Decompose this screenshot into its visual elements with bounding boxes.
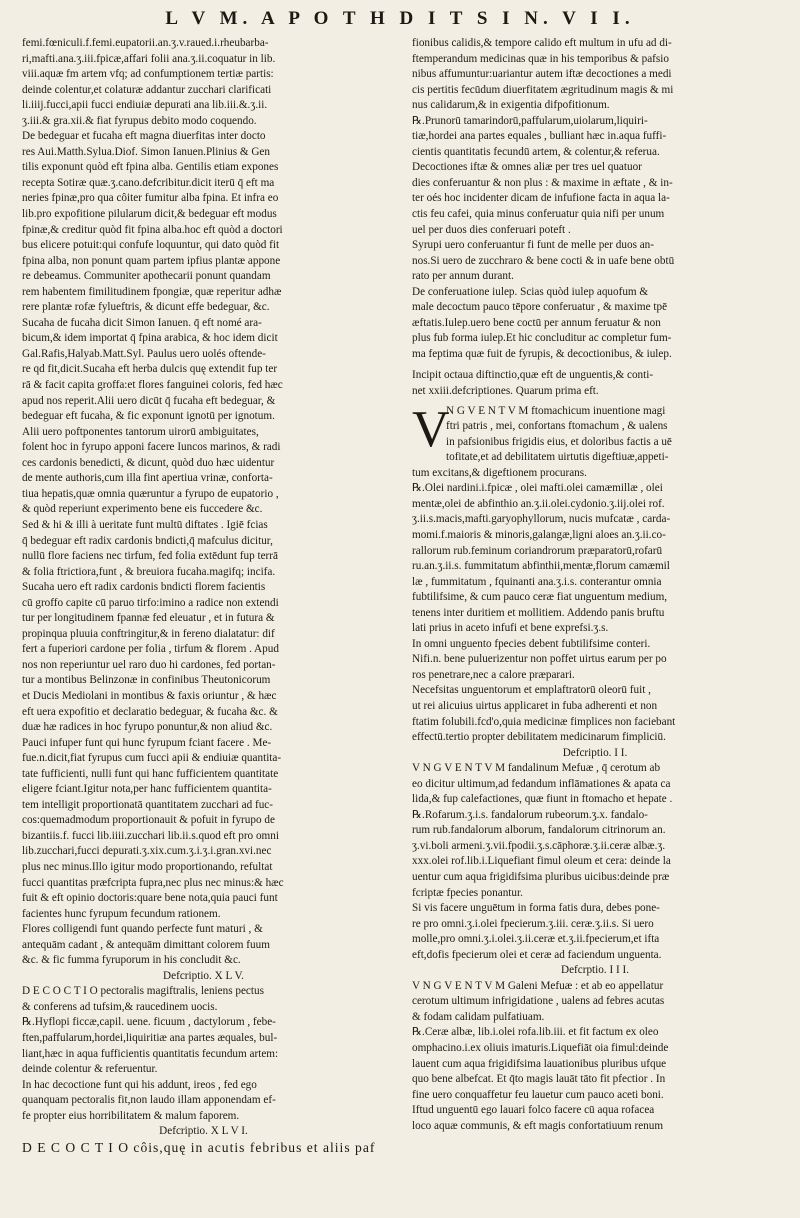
text-line: Incipit octaua diftinctio,quæ eft de unguentis,& conti-	[412, 369, 654, 382]
unguentum-stomachicum-paragraph	[412, 400, 778, 466]
text-line: ℞.Hyflopi ficcæ,capil. uene. ficuum , dactylorum , febe-	[22, 1016, 276, 1029]
text-line: rallorum rub.feminum coriandrorum præparatorū,rofarū	[412, 544, 663, 557]
text-line: neries fpinæ,pro qua côiter fumitur alba fpina. Et infra eo	[22, 192, 279, 205]
text-line: tur per longitudinem fpannæ fed eleuatur , et in futura &	[22, 612, 275, 625]
text-line: & conferens ad tufsim,& raucedinem uocis.	[22, 1000, 218, 1013]
text-line: rā & facit capita groffa:et flores fanguinei coloris, fed hæc	[22, 379, 283, 392]
text-line: nos.Si uero de zucchraro & bene cocti & in uafe bene obtū	[412, 254, 675, 267]
text-line: ftemperandum medicinas quæ in his temporibus & pafsio	[412, 52, 669, 65]
text-line: de mente authoris,cum illa fint apertiua vrinæ, conforta-	[22, 472, 273, 485]
text-line: plus nec minus.Illo igitur modo proportionando, refultat	[22, 860, 273, 873]
text-line: In hac decoctione funt qui his addunt, ireos , fed ego	[22, 1078, 257, 1091]
text-line: fuit & eft opinio doctoris:quare bene nota,quia pauci funt	[22, 892, 278, 905]
text-line: nus calidarum,& in exigentia difpofitionum.	[412, 99, 610, 112]
text-line: ℞.Prunorū tamarindorū,paffularum,uiolarum,liquiri-	[412, 114, 648, 127]
text-line: fubtilifsime, & cum pauco ceræ fiat unguentum medium,	[412, 591, 668, 604]
text-line: ros penetrare,nec a calore præparari.	[412, 668, 575, 681]
text-line: tiua hepatis,quæ omnia quæruntur a fyrupo de eupatorio ,	[22, 487, 279, 500]
text-line: rum rub.fandalorum alborum, fandalorum citrinorum an.	[412, 824, 666, 837]
text-line: eo dicitur ultimum,ad fedandum inflāmationes & apata ca	[412, 777, 671, 790]
text-line: Sucaha uero eft radix cardonis bndicti florem facientis	[22, 581, 266, 594]
text-line: plus fub forma iulep.Et hic concluditur ac completur fum-	[412, 332, 672, 345]
text-line: rere plantæ rofæ fylueftris, & dicunt effe bedeguar, &c.	[22, 301, 270, 314]
text-line: effectū.tertio propter debilitatem medicinarum fimpliciū.	[412, 731, 666, 744]
section-heading-xlv: Defcriptio. X L V.	[163, 969, 244, 982]
text-line: net xxiii.defcriptiones. Quarum prima eft.	[412, 385, 599, 398]
text-line: D E C O C T I O pectoralis magiftralis, leniens pectus	[22, 985, 264, 998]
section-heading-xlvi: Defcriptio. X L V I.	[159, 1125, 248, 1138]
section-heading-iii: Defcrptio. I I I.	[560, 964, 630, 977]
text-line: ʒ.iii.& gra.xii.& fiat fyrupus debito modo coquendo.	[22, 114, 257, 127]
text-line: ften,paffularum,hordei,liquiritiæ ana partes æquales, bul-	[22, 1032, 278, 1044]
text-line: tofitate,et ad debilitatem uirtutis digeftiuæ,appeti-	[446, 451, 669, 464]
text-line: uentur cum aqua frigidifsima pluribus uicibus:deinde præ	[412, 870, 670, 883]
text-line: æftatis.Iulep.uero bene coctū per annum feruatur & non	[412, 316, 661, 329]
text-line: V N G V E N T V M fandalinum Mefuæ , q̄ cerotum ab	[412, 762, 661, 775]
text-line: ces cardonis benedicti, & dicunt, quòd duo hæc uidentur	[22, 456, 275, 469]
decoction-pectoralis-text	[22, 984, 385, 1124]
text-line: fpinæ,& creditur quòd fit fpina alba.hoc eft quòd a doctori	[22, 223, 283, 236]
text-line: ftatim folubili.fcd'o,quia medicinæ fimplices non faciebant	[412, 715, 676, 728]
text-line: tur a montibus Belinzonæ in confinibus Theutonicorum	[22, 674, 271, 687]
text-line: Si vis facere unguētum in forma fatis dura, debes pone-	[412, 902, 660, 915]
text-line: Decoctiones iftæ & omnes aliæ per tres uel quatuor	[412, 161, 642, 174]
unguentum-galeni-text	[412, 979, 778, 1134]
text-line: læ , fummitatum , fquinanti ana.ʒ.i.s. conterantur omnia	[412, 575, 662, 588]
text-line: ℞.Olei nardini.i.fpicæ , olei mafti.olei camæmillæ , olei	[412, 482, 663, 495]
text-line: eft uera expofitio et declaratio bedeguar, & fucaha &c. &	[22, 705, 278, 718]
text-line: tum excitans,& digeftionem procurans.	[412, 466, 587, 479]
text-line: loco aquæ communis, & eft magis confortatiuum renum	[412, 1119, 664, 1132]
left-body-text	[22, 36, 385, 969]
text-line: nullū flore faciens nec tirfum, fed folia extēdunt fup terrā	[22, 550, 278, 563]
text-line: folent hoc in fyrupo apponi facere Iuncos marinos, & radi	[22, 441, 281, 454]
text-line: bizantiis.f. fucci lib.iiii.zucchari lib.ii.s.quod eft pro omni	[22, 829, 279, 842]
text-line: Gal.Rafis,Halyab.Matt.Syl. Paulus uero uolés oftende-	[22, 347, 266, 360]
text-line: ʒ.ii.s.macis,mafti.garyophyllorum, nucis mufcatæ , carda-	[412, 513, 671, 526]
text-line: cerotum ultimum infrigidatione , ualens ad febres acutas	[412, 995, 665, 1008]
text-line: & folia ftrictiora,funt , & breuiora fucaha.magifq; incifa.	[22, 565, 276, 578]
text-line: eft,dofis fpecierum olei et ceræ ad faciendum unguenta.	[412, 948, 662, 961]
section-heading-ii: Defcriptio. I I.	[562, 746, 628, 759]
text-line: antequām cadant , & antequām dimittant colorem fuum	[22, 938, 270, 951]
text-line: tiæ,hordei ana partes equales , bulliant hæc in.aqua fuffi-	[412, 130, 667, 143]
text-line: cientis quantitatis fecundū artem, & colentur,& referua.	[412, 145, 660, 158]
left-column	[22, 36, 385, 1206]
text-line: xxx.olei rof.lib.i.Liquefiant fimul oleum et cera: deinde la	[412, 855, 671, 868]
decoction-communis-line: D E C O C T I O côis,quę in acutis febribus et aliis paf	[22, 1139, 376, 1155]
text-line: fine uero conquaffetur feu lauetur cum pauco aceti boni.	[412, 1088, 664, 1101]
text-line: re pro omni.ʒ.i.olei fpecierum.ʒ.iii. ceræ.ʒ.ii.s. Si uero	[412, 917, 654, 930]
text-line: cos:quemadmodum proportionauit & pofuit in fyrupo de	[22, 814, 275, 827]
text-line: ru.an.ʒ.ii.s. fummitatum abfinthii,mentæ,florum camæmil	[412, 560, 670, 573]
text-line: Flores colligendi funt quando perfecte funt maturi , &	[22, 923, 263, 936]
text-line: fe propter eius horribilitatem & malum faporem.	[22, 1109, 240, 1122]
text-line: nos non reperiuntur uel raro duo hi cardones, fed portan-	[22, 658, 276, 671]
text-line: tate fufficienti, nulli funt qui hanc fufficientem quantitate	[22, 767, 279, 780]
drop-cap-letter: V	[412, 400, 450, 458]
text-line: De conferuatione iulep. Scias quòd iulep aquofum &	[412, 285, 649, 298]
text-line: ʒ.vi.boli armeni.ʒ.vii.fpodii.ʒ.s.cāphoræ.ʒ.ii.ceræ albæ.ʒ.	[412, 839, 666, 852]
text-line: momi.f.maioris & minoris,galangæ,ligni aloes an.ʒ.ii.co-	[412, 528, 666, 541]
text-line: et Ducis Mediolani in montibus & faxis oriuntur , & hæc	[22, 689, 277, 702]
text-line: Necefsitas unguentorum et emplaftratorū oleorū fuit ,	[412, 684, 651, 697]
text-line: ter oés hoc incidenter dicam de infufione facta in aqua la-	[412, 192, 670, 205]
text-line: Syrupi uero conferuantur fi funt de melle per duos an-	[412, 239, 655, 252]
text-line: Nifi.n. bene puluerizentur non poffet uirtus earum per po	[412, 653, 667, 666]
text-line: quo bene albefcat. Et q̄to magis lauāt tāto fit pfectior . In	[412, 1073, 666, 1086]
text-line: Iftud unguentū ego lauari folco facere cū aqua rofacea	[412, 1104, 655, 1117]
text-line: tenens inter duritiem et mollitiem. Addendo panis bruftu	[412, 606, 665, 619]
text-line: eligere fciant.Igitur nota,per hanc fufficientem quantita-	[22, 783, 272, 796]
text-line: ℞.Ceræ albæ, lib.i.olei rofa.lib.iii. et fit factum ex oleo	[412, 1026, 659, 1039]
text-line: bicum,& idem importat q̄ fpina arabica, & hoc idem dicit	[22, 332, 278, 345]
text-line: fue.n.dicit,fiat fyrupus cum fucci apii & endiuiæ quantita-	[22, 752, 282, 765]
text-line: deinde colentur & referuentur.	[22, 1063, 158, 1076]
text-line: uel per duos dies conferuari poteft .	[412, 223, 571, 236]
text-line: V N G V E N T V M Galeni Mefuæ : et ab eo appellatur	[412, 979, 664, 992]
text-line: fcriptæ fpecies ponantur.	[412, 886, 523, 899]
text-line: ctis feu cafei, quia minus conferuatur quia nifi per unum	[412, 208, 665, 221]
text-line: &c. & fic fumma fyruporum in his concludit &c.	[22, 954, 241, 967]
text-line: re qd fit,dicit.Sucaha eft herba dulcis quę extendit fup ter	[22, 363, 278, 376]
text-line: li.iiij.fucci,apii fucci endiuiæ depurati ana lib.iii.&.ʒ.ii.	[22, 99, 268, 112]
right-column	[412, 36, 778, 1206]
text-line: lati prius in aceto infufi et bene exprefsi.ʒ.s.	[412, 622, 609, 635]
text-line: cū groffo capite cū paruo tirfo:imino a radice non extendi	[22, 596, 279, 609]
text-line: apud nos reperit.Alii uero dicūt q̄ fucaha eft bedeguar, &	[22, 394, 276, 407]
text-line: q̄ bedeguar eft radix cardonis bndicti,q̄ mafculus dicitur,	[22, 534, 273, 547]
text-line: duæ hæ radices in hoc fyrupo ponuntur,& non aliud &c.	[22, 721, 273, 734]
text-line: bus elicere potuit:qui confufe loquuntur, qui dato quòd fit	[22, 239, 280, 252]
text-line: fionibus calidis,& tempore calido eft multum in ufu ad di-	[412, 37, 672, 49]
text-line: male decoctum pauco tēpore conferuatur , & maxime tpē	[412, 301, 668, 314]
text-line: dies conferuantur & non plus : & maxime in æftate , & in-	[412, 176, 673, 189]
text-line: liant,hæc in aqua fufficientis quantitatis fecundum artem:	[22, 1047, 279, 1060]
text-line: De bedeguar et fucaha eft magna diuerfitas inter docto	[22, 130, 266, 143]
text-line: Pauci infuper funt qui hunc fyrupum fciant facere . Me-	[22, 736, 272, 749]
text-line: ftri patris , mei, confortans ftomachum , & ualens	[446, 420, 668, 433]
incipit-distinctio-octava	[412, 368, 778, 399]
text-line: fert a fuperiori cardone per folia , tirfum & florem . Apud	[22, 643, 279, 656]
text-line: re debeamus. Communiter apothecarii ponunt quandam	[22, 270, 271, 283]
unguentum-stomachicum-text	[412, 466, 778, 746]
text-line: recepta Sotiræ quæ.ʒ.cano.defcribitur.dicit iterū q̄ eft ma	[22, 176, 275, 189]
text-line: lauent cum aqua frigidifsima lauationibus pluribus ufque	[412, 1057, 667, 1070]
right-body-text	[412, 36, 778, 362]
text-line: in pafsionibus frigidis eius, et doloribus factis a uē	[446, 435, 672, 448]
text-line: facientes hunc fyrupum fecundum rationem.	[22, 907, 221, 920]
text-line: Alii uero poftponentes tantorum uirorū ambiguitates,	[22, 425, 259, 438]
text-line: Sucaha de fucaha dicit Simon Ianuen. q̄ eft nomé ara-	[22, 316, 262, 329]
text-line: & quòd reperiunt experimento bene eis fuccedere &c.	[22, 503, 263, 516]
text-line: femi.fœniculi.f.femi.eupatorii.an.ʒ.v.raued.i.rheubarba-	[22, 37, 269, 49]
text-line: N G V E N T V M ftomachicum inuentione magi	[446, 404, 666, 417]
text-line: bedeguar eft fucaha, & fic exponunt ignotū per ignotum.	[22, 410, 275, 423]
text-line: cis pertitis fecūdum diuerfitatem ægritudinum magis & mi	[412, 83, 674, 96]
text-line: lib.zucchari,fucci depurati.ʒ.xix.cum.ʒ.i.ʒ.i.gran.xvi.nec	[22, 845, 272, 858]
text-line: fucci quantitas præfcripta fupra,nec plus nec minus:& hæc	[22, 876, 284, 889]
text-line: nibus affumuntur:uariantur autem iftæ decoctiones a medi	[412, 68, 672, 81]
text-line: res Aui.Matth.Sylua.Diof. Simon Ianuen.Plinius & Gen	[22, 145, 270, 158]
text-line: tilis exponunt quòd eft fpina alba. Gentilis etiam expones	[22, 161, 279, 174]
text-line: lida,& fup calefactiones, quæ fiunt in ftomacho et hepate .	[412, 793, 673, 806]
text-line: & fodam calidam pulfatiuam.	[412, 1010, 545, 1023]
text-line: tem intelligit proportionatā quantitatem zucchari ad fuc-	[22, 798, 274, 811]
text-line: omphacino.i.ex oliuis imaturis.Liquefiāt oia fimul:deinde	[412, 1042, 669, 1054]
running-head: L V M. A P O T H D I T S I N. V I I.	[165, 8, 635, 29]
text-line: mentæ,olei de abfinthio an.ʒ.ii.olei.cydonio.ʒ.iij.olei rof.	[412, 497, 665, 510]
text-line: molle,pro omni.ʒ.i.olei.ʒ.ii.ceræ et.ʒ.ii.fpecierum,et ifta	[412, 933, 660, 946]
drop-cap-lines	[412, 400, 778, 466]
text-line: ℞.Rofarum.ʒ.i.s. fandalorum rubeorum.ʒ.x. fandalo-	[412, 808, 648, 821]
text-line: deinde colentur,et colaturæ addantur zucchari clarificati	[22, 83, 272, 96]
text-line: quanquam pectoralis fit,non laudo illam apponendam ef-	[22, 1094, 276, 1107]
text-line: viii.aquæ fm artem vfq; ad confumptionem tertiæ partis:	[22, 68, 274, 81]
text-line: In omni unguento fpecies debent fubtilifsime conteri.	[412, 637, 651, 650]
text-line: Sed & hi & illi à ueritate funt multū diftates . Igiē fcias	[22, 518, 268, 531]
text-line: fpina alba, non ponunt quam partem ipfius plantæ appone	[22, 254, 281, 267]
text-line: ri,mafti.ana.ʒ.iii.fpicæ,affari folii ana.ʒ.ii.coquatur in lib.	[22, 52, 276, 65]
text-line: ma feptima quæ fuit de fyrupis, & decoctionibus, & iulep.	[412, 347, 672, 360]
text-line: propinqua pluuia conftringitur,& in fereno dialatatur: dif	[22, 627, 275, 640]
unguentum-sandalinum-text	[412, 761, 778, 963]
text-line: lib.pro expofitione pilularum dicit,& bedeguar eft modus	[22, 208, 277, 221]
text-line: ut rei alicuius uirtus applicaret in fuba adherenti et non	[412, 699, 658, 712]
text-line: rato per annum durant.	[412, 270, 514, 283]
text-line: rem habentem fimilitudinem fpongiæ, quæ reperitur adhæ	[22, 285, 282, 298]
